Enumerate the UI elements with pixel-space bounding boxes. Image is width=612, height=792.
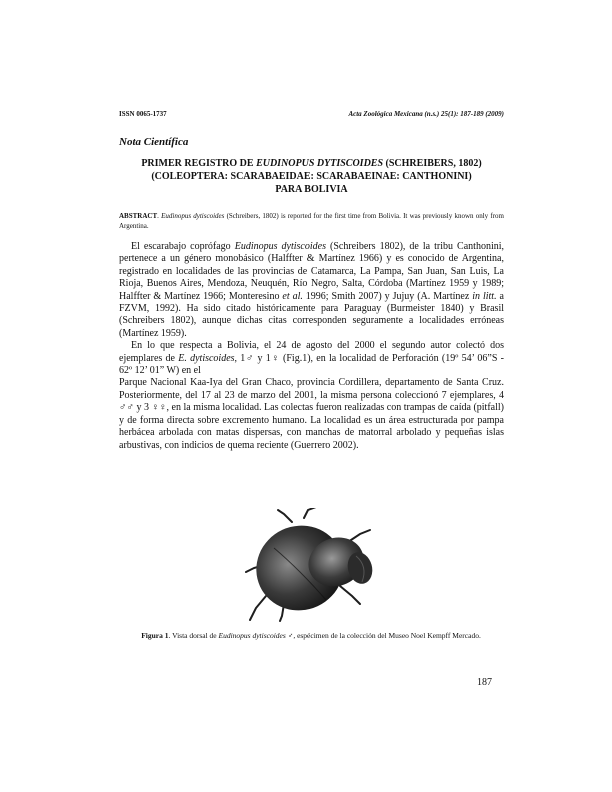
figure-1 [244,508,374,622]
caption-species: Eudinopus dytiscoides [218,631,286,640]
title-line-1 [119,157,504,170]
body-text [119,241,504,452]
caption-text: ♂, espécimen de la colección del Museo Noel Kempff Mercado. [285,631,481,640]
title-line-3: PARA BOLIVIA [275,184,348,195]
issn: ISSN 0065-1737 [119,110,167,118]
figure-caption [130,631,492,642]
section-label: Nota Científica [119,136,189,148]
figure-label: Figura 1 [141,631,169,640]
page-number: 187 [477,677,492,688]
title-species: EUDINOPUS DYTISCOIDES [256,158,384,169]
text-run: El escarabajo coprófago [131,241,235,252]
abstract-sep: . [157,212,162,220]
text-run: , 1♂ y 1♀ (Fig.1), en la localidad de Perforación (19º 54’ 06”S - 62º 12’ 01” W) en el [119,352,504,377]
text-run: 1996; Smith 2007) y Jujuy (A. Martínez [302,290,473,302]
abstract-label: ABSTRACT [119,212,158,220]
paragraph-1 [119,241,504,340]
species-name: Eudinopus dytiscoides [234,241,326,252]
caption-sep: . Vista dorsal de [168,631,219,640]
beetle-photo-icon [244,508,374,622]
journal-reference: Acta Zoológica Mexicana (n.s.) 25(1): 187-189 (2009) [348,110,504,118]
title-text: PRIMER REGISTRO DE [141,158,257,169]
in-litt: in litt. [472,290,497,302]
abstract [119,211,504,231]
species-name: E. dytiscoides [178,352,235,364]
title-line-2: (COLEOPTERA: SCARABAEIDAE: SCARABAEINAE: CANTHONINI) [151,171,472,182]
text-run: (Schreibers 1802), de la tribu Canthonini, pertenece a un género monobásico (Halffter & Martínez 1966) y es conocido de Argentina, registrado en localidades de las provincias de Catamarca, La Pampa, San Juan, San Luis, La Rioja, Buenos Aires, Mendoza, Neuquén, Río Negro, Salta, Córdoba (Martínez 1959 y 1989; Halffter & Martínez 1966; Monteresino [119,241,504,302]
article-title [119,157,504,196]
title-text: (SCHREIBERS, 1802) [383,158,482,169]
paragraph-2-continued [119,377,504,451]
text-run: En lo que respecta a Bolivia, el 24 de agosto del 2000 el segundo autor colectó dos ejemplares de [119,340,504,364]
abstract-species: Eudinopus dytiscoides [161,212,225,220]
paragraph-2 [119,340,504,377]
text-run: a FZVM, 1992). Ha sido citado históricamente para Paraguay (Burmeister 1840) y Brasil (Schreibers 1802), aunque dichas citas corresponden seguramente a localidades erróneas (Martínez 1959). [119,290,504,339]
abstract-text: (Schreibers, 1802) is reported for the first time from Bolivia. It was previously known only from Argentina. [119,212,504,230]
et-al: et al. [282,290,303,302]
text-run: Parque Nacional Kaa-Iya del Gran Chaco, provincia Cordillera, departamento de Santa Cruz. Posteriormente, del 17 al 23 de marzo del 2001, la misma persona coleccionó 7 ejemplares, 4 ♂♂ y 3 ♀♀, en la misma localidad. Las colectas fueron realizadas con trampas de caída (pitfall) y de forma directa sobre excremento humano. La localidad es un área estructurada por pampa herbácea arbolada con matas dispersas, con manchas de matorral arbolado y pequeñas islas arbustivas, con indicios de quema reciente (Guerrero 2002). [119,377,504,451]
